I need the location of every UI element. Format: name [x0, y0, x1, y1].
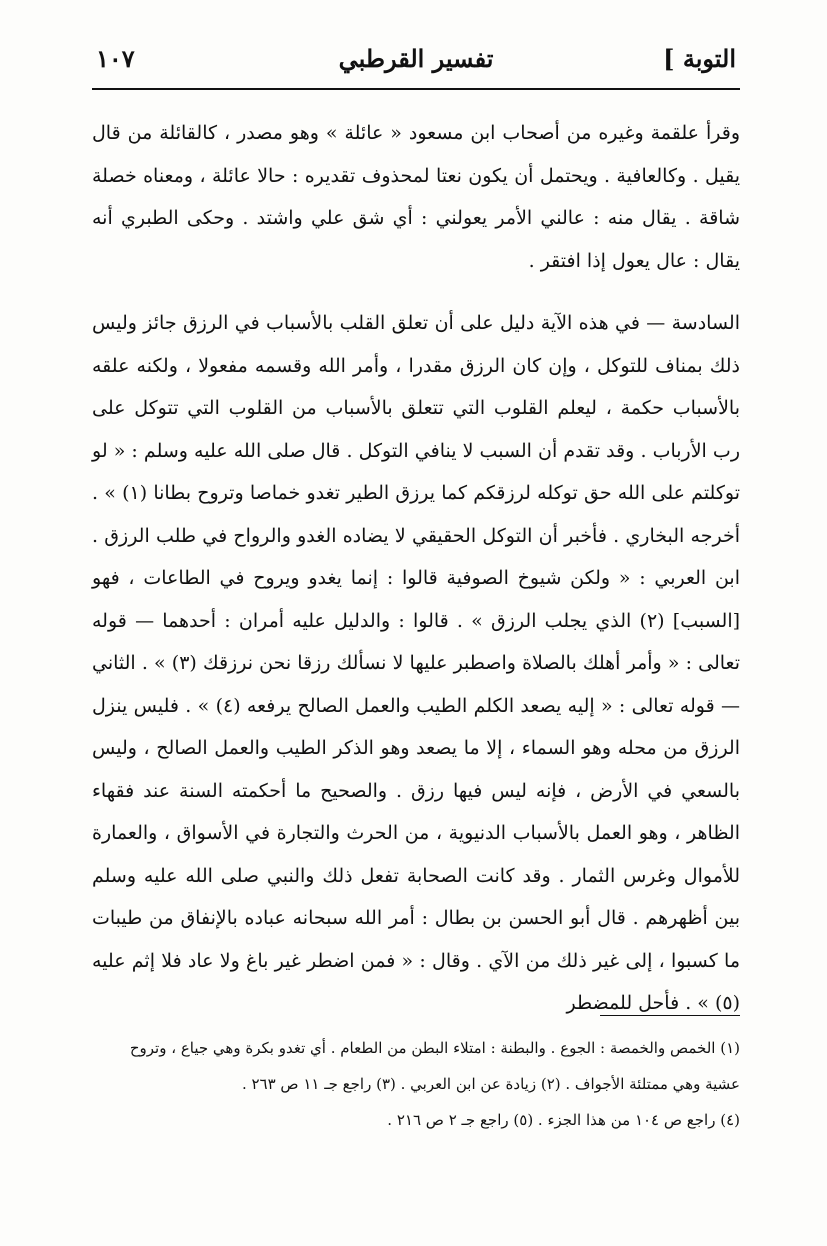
- page-number: ١٠٧: [96, 44, 135, 73]
- main-text: [92, 112, 740, 1025]
- footnotes: [92, 1030, 740, 1138]
- paragraph-2: السادسة — في هذه الآية دليل على أن تعلق القلب بالأسباب في الرزق جائز وليس ذلك بمناف للتوكل ، وإن كان الرزق مقدرا ، وأمر الله وقسمه مفعولا ، ولكنه علقه بالأسباب حكمة ، ليعلم القلوب التي تتعلق بالأسباب من القلوب التي تتوكل على رب الأرباب . وقد تقدم أن السبب لا ينافي التوكل . قال صلى الله عليه وسلم : « لو توكلتم على الله حق توكله لرزقكم كما يرزق الطير تغدو خماصا وتروح بطانا (١) » . أخرجه البخاري . فأخبر أن التوكل الحقيقي لا يضاده الغدو والرواح في طلب الرزق . ابن العربي : « ولكن شيوخ الصوفية قالوا : إنما يغدو ويروح في الطاعات ، فهو [السبب] (٢) الذي يجلب الرزق » . قالوا : والدليل عليه أمران : أحدهما — قوله تعالى : « وأمر أهلك بالصلاة واصطبر عليها لا نسألك رزقا نحن نرزقك (٣) » . الثاني — قوله تعالى : « إليه يصعد الكلم الطيب والعمل الصالح يرفعه (٤) » . فليس ينزل الرزق من محله وهو السماء ، إلا ما يصعد وهو الذكر الطيب والعمل الصالح ، وليس بالسعي في الأرض ، فإنه ليس فيها رزق . والصحيح ما أحكمته السنة عند فقهاء الظاهر ، وهو العمل بالأسباب الدنيوية ، من الحرث والتجارة في الأسواق ، والعمارة للأموال وغرس الثمار . وقد كانت الصحابة تفعل ذلك والنبي صلى الله عليه وسلم بين أظهرهم . قال أبو الحسن بن بطال : أمر الله سبحانه عباده بالإنفاق من طيبات ما كسبوا ، إلى غير ذلك من الآي . وقال : « فمن اضطر غير باغ ولا عاد فلا إثم عليه (٥) » . فأحل للمضطر: [92, 312, 741, 1014]
- running-header: [96, 44, 736, 84]
- book-title: تفسير القرطبي: [338, 44, 494, 73]
- header-rule: [92, 88, 740, 90]
- footnote-line-2: عشية وهي ممتلئة الأجواف . (٢) زيادة عن ابن العربي . (٣) راجع جـ ١١ ص ٢٦٣ .: [241, 1075, 740, 1093]
- footnote-rule: [600, 1015, 740, 1016]
- surah-name: التوبة ]: [663, 44, 736, 73]
- paragraph-1: وقرأ علقمة وغيره من أصحاب ابن مسعود « عائلة » وهو مصدر ، كالقائلة من قال يقيل . وكالعافية . ويحتمل أن يكون نعتا لمحذوف تقديره : حالا عائلة ، ومعناه خصلة شاقة . يقال منه : عالني الأمر يعولني : أي شق علي واشتد . وحكى الطبري أنه يقال : عال يعول إذا افتقر .: [92, 122, 740, 272]
- footnote-line-1: (١) الخمص والخمصة : الجوع . والبطنة : امتلاء البطن من الطعام . أي تغدو بكرة وهي جياع ، وتروح: [129, 1039, 740, 1057]
- footnote-line-3: (٤) راجع ص ١٠٤ من هذا الجزء . (٥) راجع جـ ٢ ص ٢١٦ .: [387, 1111, 740, 1129]
